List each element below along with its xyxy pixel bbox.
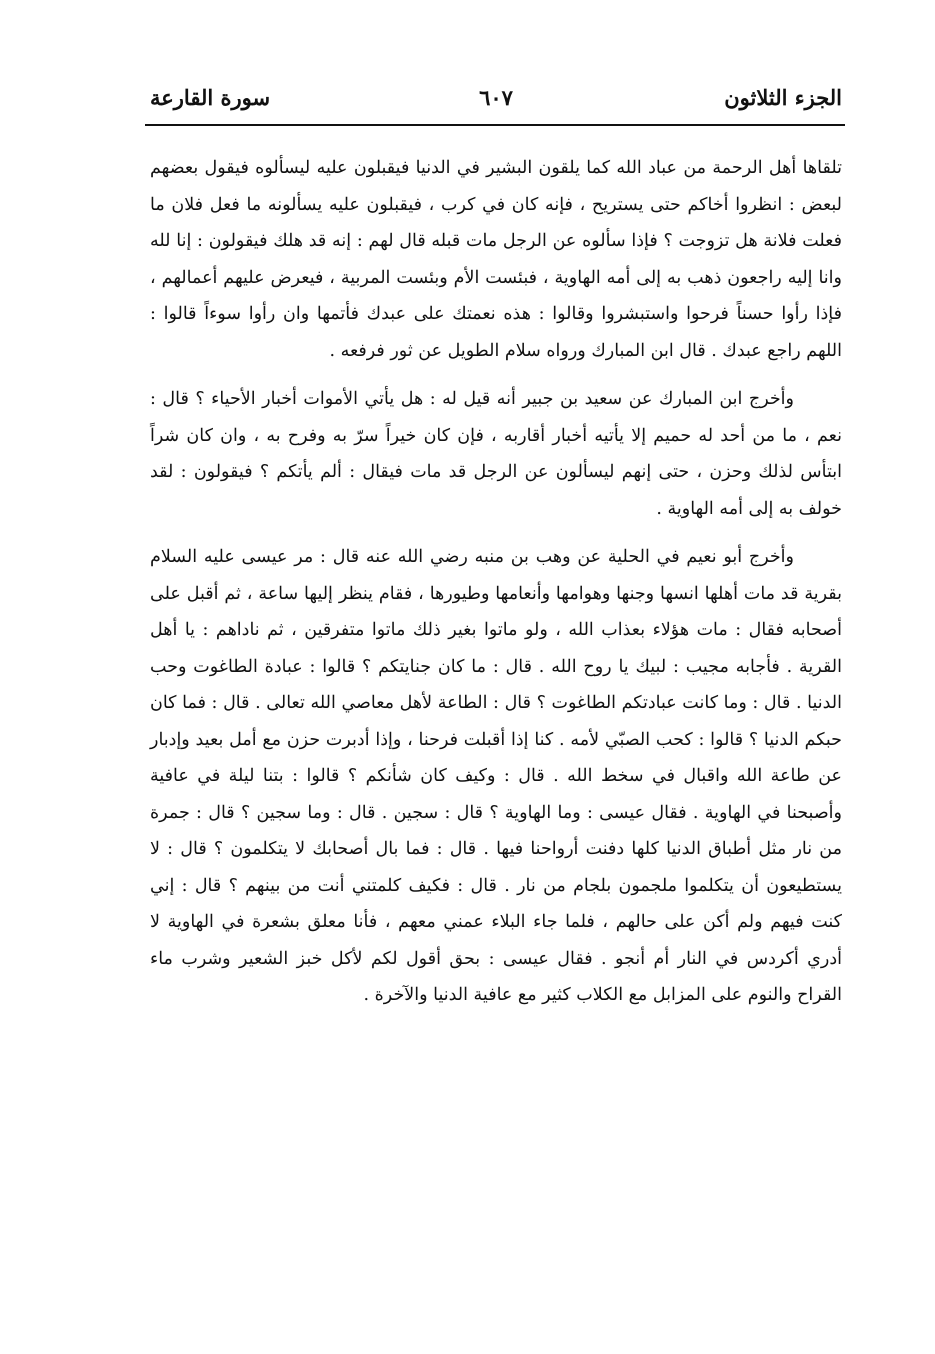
paragraph-3: وأخرج أبو نعيم في الحلية عن وهب بن منبه رضي الله عنه قال : مر عيسى عليه السلام بقرية قد مات أهلها انسها وجنها وهوامها وأنعامها وطيورها ، فقام ينظر إليها ساعة ، ثم أقبل على أصحابه فقال : مات هؤلاء بعذاب الله ، ولو ماتوا بغير ذلك ماتوا متفرقين ، ثم ناداهم : يا أهل القرية . فأجابه مجيب : لبيك يا روح الله . قال : ما كان جنايتكم ؟ قالوا : عبادة الطاغوت وحب الدنيا . قال : وما كانت عبادتكم الطاغوت ؟ قال : الطاعة لأهل معاصي الله تعالى . قال : فما كان حبكم الدنيا ؟ قالوا : كحب الصبّي لأمه . كنا إذا أقبلت فرحنا ، وإذا أدبرت حزن مع أمل بعيد وإدبار عن طاعة الله واقبال في سخط الله . قال : وكيف كان شأنكم ؟ قالوا : بتنا ليلة في عافية وأصبحنا في الهاوية . فقال عيسى : وما الهاوية ؟ قال : سجين . قال : وما سجين ؟ قال : جمرة من نار مثل أطباق الدنيا كلها دفنت أرواحنا فيها . قال : فما بال أصحابك لا يتكلمون ؟ قال : لا يستطيعون أن يتكلموا ملجمون بلجام من نار . قال : فكيف كلمتني أنت من بينهم ؟ قال : إني كنت فيهم ولم أكن على حالهم ، فلما جاء البلاء عمني معهم ، فأنا معلق بشعرة في الهاوية لا أدري أكردس في النار أم أنجو . فقال عيسى : بحق أقول لكم لأكل خبز الشعير وشرب ماء القراح والنوم على المزابل مع الكلاب كثير مع عافية الدنيا والآخرة . <box>150 547 842 1005</box>
paragraph-2: وأخرج ابن المبارك عن سعيد بن جبير أنه قيل له : هل يأتي الأموات أخبار الأحياء ؟ قال : نعم ، ما من أحد له حميم إلا يأتيه أخبار أقاربه ، فإن كان خيراً سرّ به وفرح به ، وان كان شراً ابتأس لذلك وحزن ، حتى إنهم ليسألون عن الرجل قد مات فيقال : ألم يأتكم ؟ فيقولون : لقد خولف به إلى أمه الهاوية . <box>150 389 842 519</box>
surah-title: سورة القارعة <box>150 85 271 110</box>
page-number: ٦٠٧ <box>479 85 513 110</box>
part-title: الجزء الثلاثون <box>724 85 842 110</box>
paragraph-1: تلقاها أهل الرحمة من عباد الله كما يلقون البشير في الدنيا فيقبلون عليه ليسألوه فيقول بعضهم لبعض : انظروا أخاكم حتى يستريح ، فإنه كان في كرب ، فيقبلون عليه يسألونه ما فعل فلان ما فعلت فلانة هل تزوجت ؟ فإذا سألوه عن الرجل مات قبله قال لهم : إنه قد هلك فيقولون : إنا لله وانا إليه راجعون ذهب به إلى أمه الهاوية ، فبئست الأم وبئست المربية ، فيعرض عليهم أعمالهم ، فإذا رأوا حسناً فرحوا واستبشروا وقالوا : هذه نعمتك على عبدك فأتمها وان رأوا سوءاً قالوا : اللهم راجع عبدك . قال ابن المبارك ورواه سلام الطويل عن ثور فرفعه . <box>150 158 842 361</box>
body-text <box>150 150 842 1026</box>
page-header <box>150 82 842 122</box>
header-divider <box>145 124 845 126</box>
